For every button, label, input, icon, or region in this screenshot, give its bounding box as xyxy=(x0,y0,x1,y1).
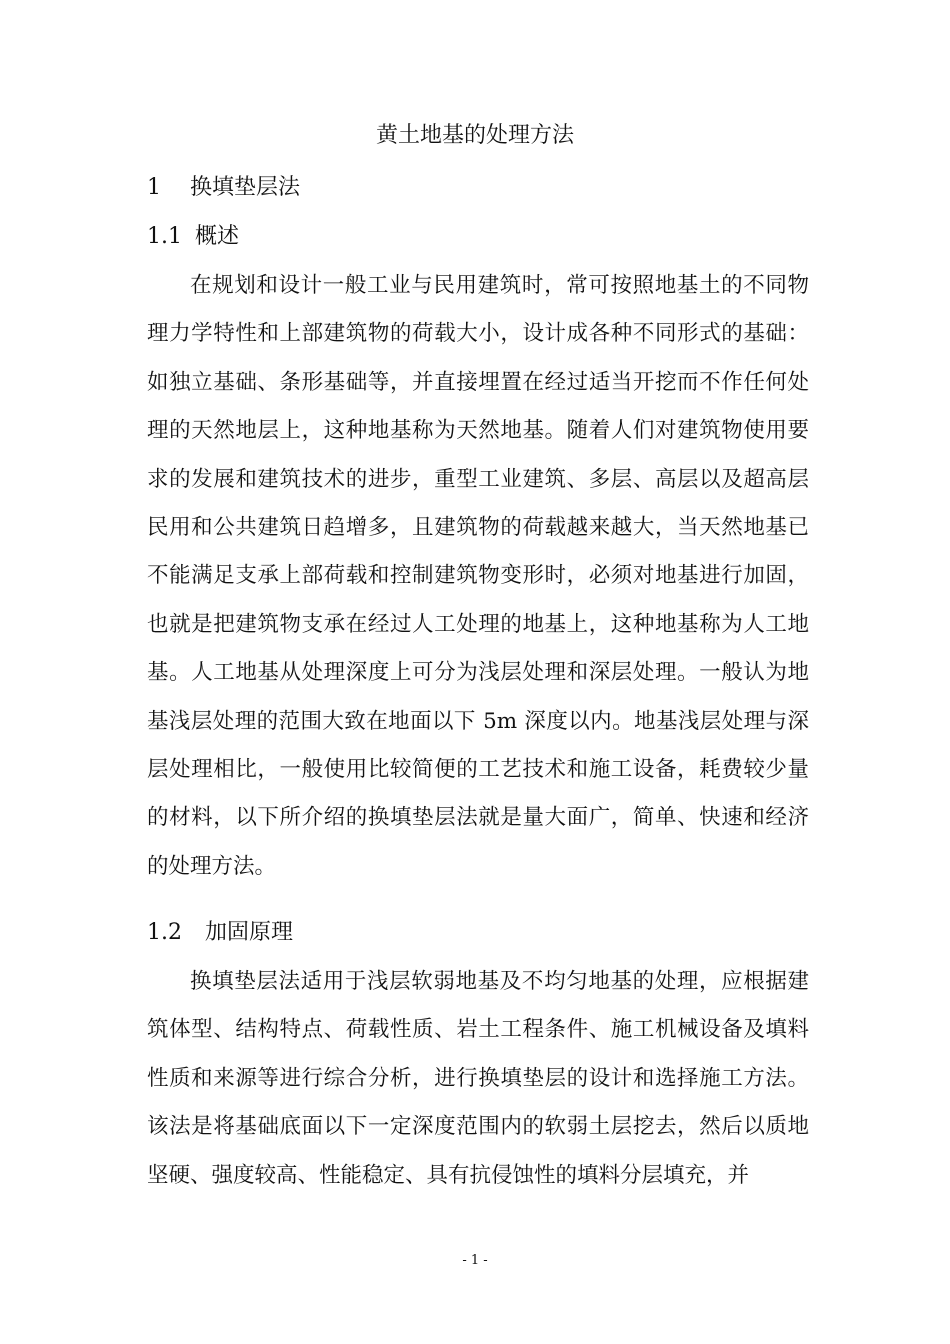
paragraph-overview: 在规划和设计一般工业与民用建筑时，常可按照地基土的不同物理力学特性和上部建筑物的荷载大小，设计成各种不同形式的基础：如独立基础、条形基础等，并直接埋置在经过适当开挖而不作任何处理的天然地层上，这种地基称为天然地基。随着人们对建筑物使用要求的发展和建筑技术的进步，重型工业建筑、多层、高层以及超高层民用和公共建筑日趋增多，且建筑物的荷载越来越大，当天然地基已不能满足支承上部荷载和控制建筑物变形时，必须对地基进行加固，也就是把建筑物支承在经过人工处理的地基上，这种地基称为人工地基。人工地基从处理深度上可分为浅层处理和深层处理。一般认为地基浅层处理的范围大致在地面以下 5m 深度以内。地基浅层处理与深层处理相比，一般使用比较简便的工艺技术和施工设备，耗费较少量的材料，以下所介绍的换填垫层法就是量大面广，简单、快速和经济的处理方法。 xyxy=(147,273,809,879)
document-title: 黄土地基的处理方法 xyxy=(375,123,574,148)
section-number: 1.2 xyxy=(147,920,182,945)
section-heading-1 xyxy=(147,172,300,204)
section-heading-1-1 xyxy=(147,221,239,253)
section-number: 1 xyxy=(147,175,161,200)
section-number: 1.1 xyxy=(147,224,182,249)
page-number: - 1 - xyxy=(462,1253,488,1268)
section-title: 换填垫层法 xyxy=(190,175,301,200)
section-heading-1-2 xyxy=(147,917,293,949)
section-title: 加固原理 xyxy=(205,920,294,945)
section-title: 概述 xyxy=(195,224,240,249)
paragraph-principle: 换填垫层法适用于浅层软弱地基及不均匀地基的处理，应根据建筑体型、结构特点、荷载性质、岩土工程条件、施工机械设备及填料性质和来源等进行综合分析，进行换填垫层的设计和选择施工方法。该法是将基础底面以下一定深度范围内的软弱土层挖去，然后以质地坚硬、强度较高、性能稳定、具有抗侵蚀性的填料分层填充，并 xyxy=(147,969,809,1188)
